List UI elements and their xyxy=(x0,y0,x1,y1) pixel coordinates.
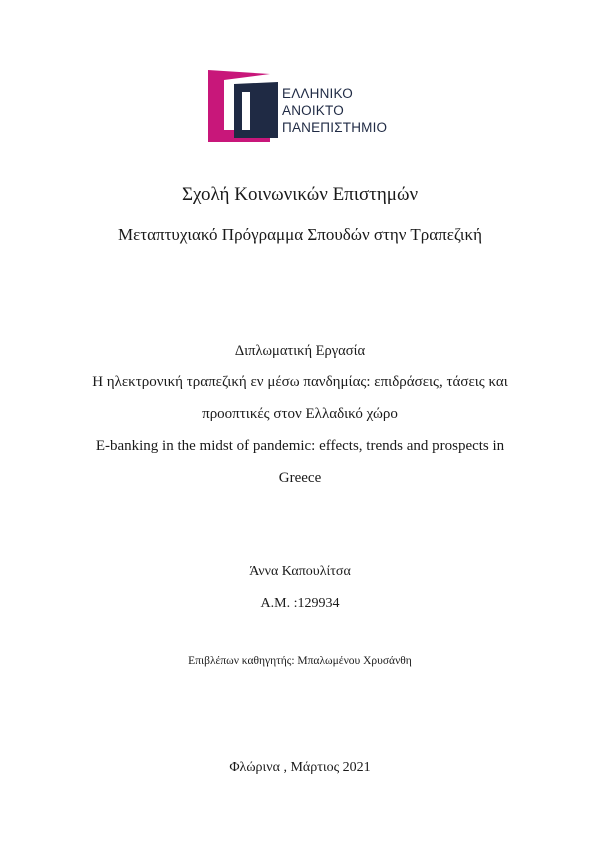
program-name: Μεταπτυχιακό Πρόγραμμα Σπουδών στην Τραπεζική xyxy=(118,225,482,244)
thesis-type: Διπλωματική Εργασία xyxy=(234,343,366,359)
student-id: Α.Μ. :129934 xyxy=(260,596,340,611)
logo-text-line: ΕΛΛΗΝΙΚΟ xyxy=(282,86,353,101)
supervisor: Επιβλέπων καθηγητής: Μπαλωμένου Χρυσάνθη xyxy=(188,655,412,667)
university-logo xyxy=(208,70,408,142)
author-name: Άννα Καπουλίτσα xyxy=(249,564,351,579)
school-name: Σχολή Κοινωνικών Επιστημών xyxy=(181,184,419,205)
thesis-title-english-line-1: E-banking in the midst of pandemic: effects, trends and prospects in xyxy=(95,438,505,454)
logo-text-line: ΑΝΟΙΚΤΟ xyxy=(282,103,344,118)
thesis-title-greek-line-2: προοπτικές στον Ελλαδικό χώρο xyxy=(202,406,398,422)
logo-text-line: ΠΑΝΕΠΙΣΤΗΜΙΟ xyxy=(282,120,388,135)
thesis-title-greek-line-1: Η ηλεκτρονική τραπεζική εν μέσω πανδημίας: επιδράσεις, τάσεις και xyxy=(92,374,508,390)
university-logo-mark-icon xyxy=(208,70,280,142)
place-and-date: Φλώρινα , Μάρτιος 2021 xyxy=(229,760,371,775)
thesis-title-english-line-2: Greece xyxy=(278,470,322,486)
university-logo-text xyxy=(282,85,387,136)
